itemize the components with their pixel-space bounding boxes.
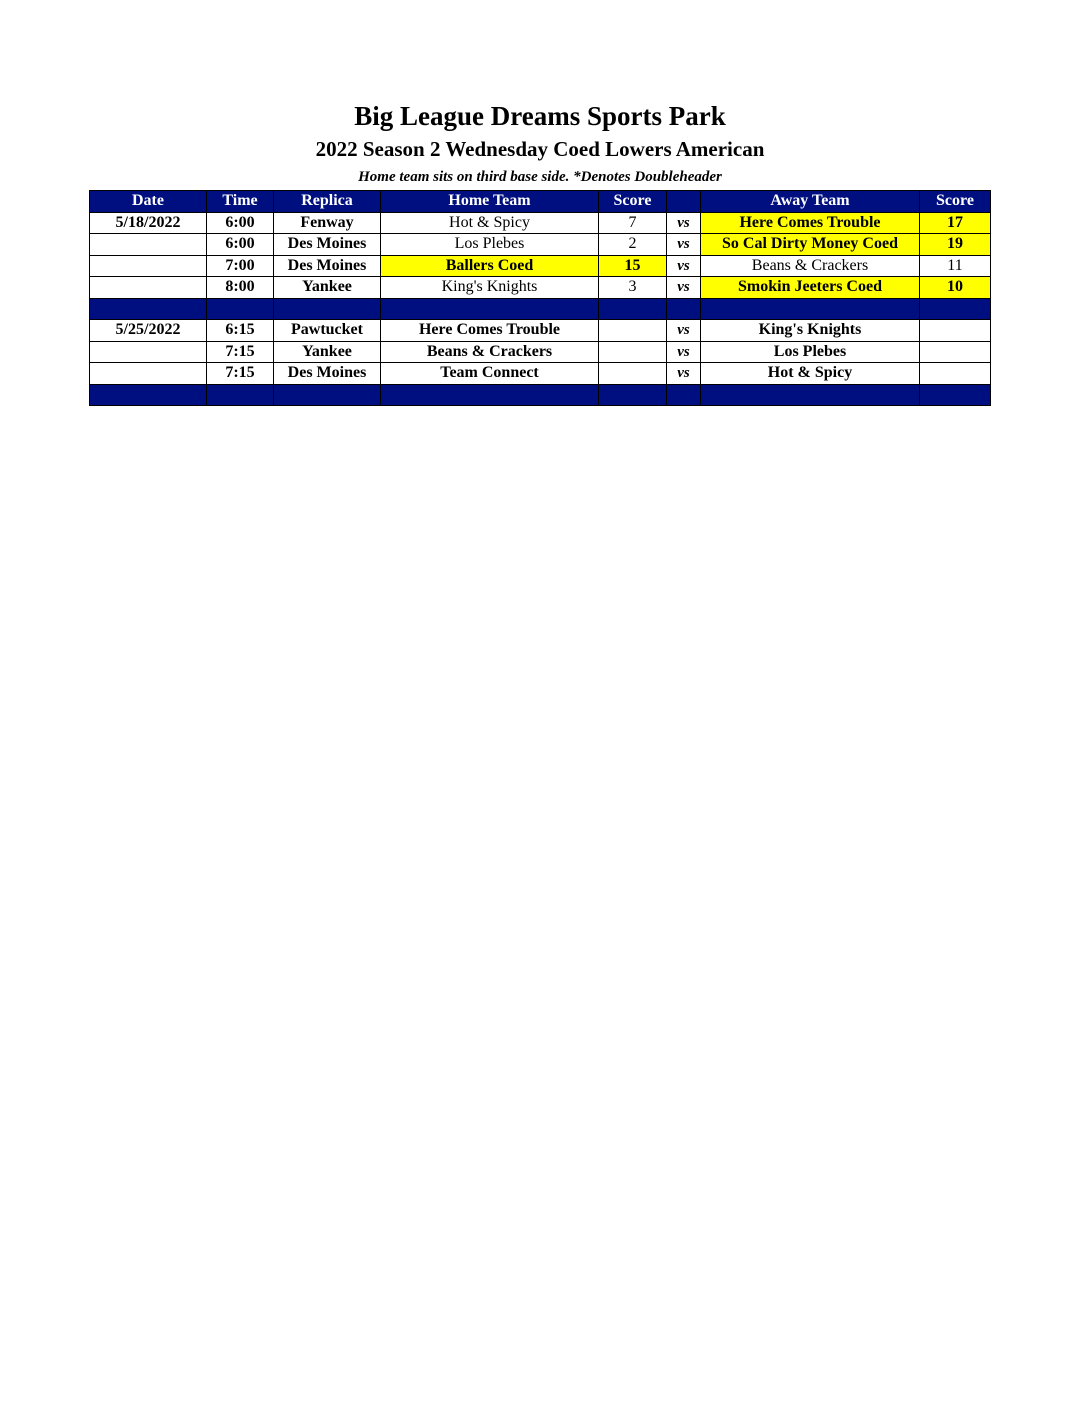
column-header-replica: Replica	[274, 191, 381, 213]
away-score	[920, 320, 991, 342]
game-replica: Yankee	[274, 341, 381, 363]
game-replica: Des Moines	[274, 234, 381, 256]
home-score: 3	[599, 277, 667, 299]
separator-cell	[701, 384, 920, 406]
game-time: 6:00	[207, 212, 274, 234]
away-team: Smokin Jeeters Coed	[701, 277, 920, 299]
game-date: 5/25/2022	[90, 320, 207, 342]
separator-cell	[274, 384, 381, 406]
away-score: 10	[920, 277, 991, 299]
home-score: 2	[599, 234, 667, 256]
column-header-home-team: Home Team	[381, 191, 599, 213]
home-score	[599, 341, 667, 363]
game-time: 6:15	[207, 320, 274, 342]
vs-label: vs	[667, 320, 701, 342]
separator-cell	[920, 384, 991, 406]
game-date: 5/18/2022	[90, 212, 207, 234]
column-header-home-score: Score	[599, 191, 667, 213]
home-team: Team Connect	[381, 363, 599, 385]
table-row	[90, 363, 991, 385]
game-time: 8:00	[207, 277, 274, 299]
week-separator-row	[90, 298, 991, 320]
away-team: So Cal Dirty Money Coed	[701, 234, 920, 256]
week-separator-row	[90, 384, 991, 406]
game-time: 7:00	[207, 255, 274, 277]
away-team: Los Plebes	[701, 341, 920, 363]
column-header-date: Date	[90, 191, 207, 213]
game-date	[90, 234, 207, 256]
vs-label: vs	[667, 277, 701, 299]
separator-cell	[381, 384, 599, 406]
game-replica: Des Moines	[274, 255, 381, 277]
page-title: Big League Dreams Sports Park	[354, 101, 726, 131]
separator-cell	[207, 298, 274, 320]
game-replica: Pawtucket	[274, 320, 381, 342]
separator-cell	[274, 298, 381, 320]
home-score	[599, 320, 667, 342]
separator-cell	[701, 298, 920, 320]
separator-cell	[207, 384, 274, 406]
separator-cell	[920, 298, 991, 320]
table-row	[90, 212, 991, 234]
game-replica: Yankee	[274, 277, 381, 299]
separator-cell	[90, 298, 207, 320]
vs-label: vs	[667, 212, 701, 234]
column-header-time: Time	[207, 191, 274, 213]
vs-label: vs	[667, 341, 701, 363]
home-team: Ballers Coed	[381, 255, 599, 277]
home-score: 15	[599, 255, 667, 277]
game-replica: Des Moines	[274, 363, 381, 385]
away-score: 11	[920, 255, 991, 277]
game-replica: Fenway	[274, 212, 381, 234]
table-header-row	[90, 191, 991, 213]
game-date	[90, 255, 207, 277]
away-team: Beans & Crackers	[701, 255, 920, 277]
table-row	[90, 320, 991, 342]
table-row	[90, 277, 991, 299]
table-row	[90, 255, 991, 277]
game-time: 7:15	[207, 363, 274, 385]
away-score	[920, 341, 991, 363]
table-row	[90, 234, 991, 256]
away-team: Hot & Spicy	[701, 363, 920, 385]
home-team: Los Plebes	[381, 234, 599, 256]
away-team: King's Knights	[701, 320, 920, 342]
separator-cell	[381, 298, 599, 320]
home-team: Hot & Spicy	[381, 212, 599, 234]
separator-cell	[599, 298, 667, 320]
home-team: Here Comes Trouble	[381, 320, 599, 342]
column-header-vs	[667, 191, 701, 213]
home-team: Beans & Crackers	[381, 341, 599, 363]
doubleheader-note: Home team sits on third base side. *Denotes Doubleheader	[358, 169, 722, 185]
separator-cell	[599, 384, 667, 406]
away-team: Here Comes Trouble	[701, 212, 920, 234]
schedule-table	[89, 190, 991, 406]
away-score: 19	[920, 234, 991, 256]
page-subtitle: 2022 Season 2 Wednesday Coed Lowers American	[315, 137, 765, 161]
game-time: 6:00	[207, 234, 274, 256]
game-date	[90, 341, 207, 363]
vs-label: vs	[667, 255, 701, 277]
column-header-away-score: Score	[920, 191, 991, 213]
away-score: 17	[920, 212, 991, 234]
vs-label: vs	[667, 363, 701, 385]
home-team: King's Knights	[381, 277, 599, 299]
separator-cell	[90, 384, 207, 406]
column-header-away-team: Away Team	[701, 191, 920, 213]
separator-cell	[667, 384, 701, 406]
game-time: 7:15	[207, 341, 274, 363]
table-row	[90, 341, 991, 363]
away-score	[920, 363, 991, 385]
vs-label: vs	[667, 234, 701, 256]
game-date	[90, 363, 207, 385]
home-score	[599, 363, 667, 385]
game-date	[90, 277, 207, 299]
separator-cell	[667, 298, 701, 320]
home-score: 7	[599, 212, 667, 234]
